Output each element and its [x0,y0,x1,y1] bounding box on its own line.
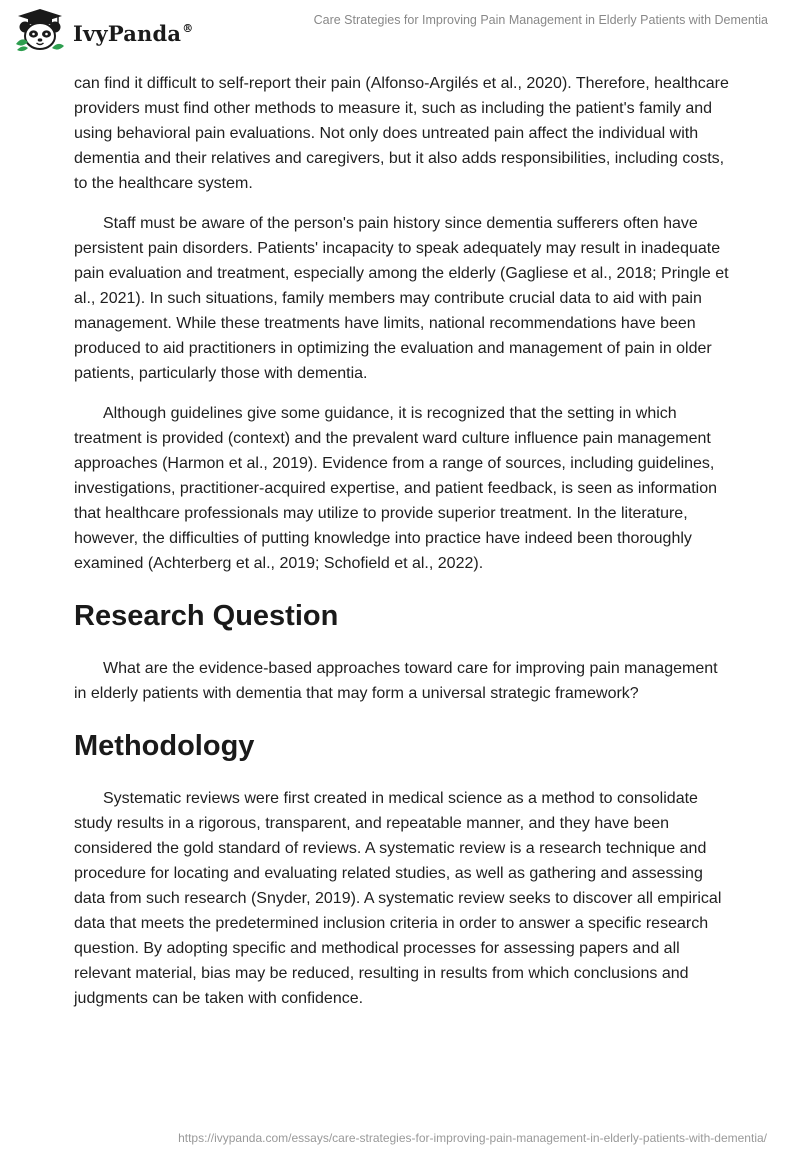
heading-methodology: Methodology [74,730,255,762]
page-header [0,0,800,70]
paragraph-1: can find it difficult to self-report their pain (Alfonso-Argilés et al., 2020). Therefore, healthcare providers must find other methods to measure it, such as including the patient's family and using behavioral pain evaluations. Not only does untreated pain affect the individual with dementia and their relatives and caregivers, but it also adds responsibilities, including costs, to the healthcare system. [74,75,729,192]
paragraph-research-question: What are the evidence-based approaches toward care for improving pain management in elderly patients with dementia that may form a universal strategic framework? [74,660,718,702]
brand-logo[interactable] [14,8,193,52]
paragraph-2: Staff must be aware of the person's pain history since dementia sufferers often have persistent pain disorders. Patients' incapacity to speak adequately may result in inadequate pain evaluation and treatment, especially among the elderly (Gagliese et al., 2018; Pringle et al., 2021). In such situations, family members may contribute crucial data to aid with pain management. While these treatments have limits, national recommendations have been produced to aid practitioners in optimizing the evaluation and management of pain in older patients, particularly those with dementia. [74,215,729,382]
panda-graduation-cap-icon [14,8,66,52]
source-url-link[interactable]: https://ivypanda.com/essays/care-strategies-for-improving-pain-management-in-elderly-patients-with-dementia/ [178,1131,767,1145]
brand-name [73,21,193,46]
document-title: Care Strategies for Improving Pain Management in Elderly Patients with Dementia [313,13,768,27]
registered-mark: ® [182,21,194,35]
paragraph-3: Although guidelines give some guidance, it is recognized that the setting in which treatment is provided (context) and the prevalent ward culture influence pain management approaches (Harmon et al., 2019). Evidence from a range of sources, including guidelines, investigations, practitioner-acquired expertise, and patient feedback, is seen as information that healthcare professionals may utilize to provide superior treatment. In the literature, however, the difficulties of putting knowledge into practice have indeed been thoroughly examined (Achterberg et al., 2019; Schofield et al., 2022). [74,405,718,572]
brand-name-text: IvyPanda [73,20,182,46]
heading-research-question: Research Question [74,600,339,632]
essay-content [74,71,734,1026]
paragraph-methodology: Systematic reviews were first created in medical science as a method to consolidate study results in a rigorous, transparent, and repeatable manner, and they have been considered the gold standard of reviews. A systematic review is a research technique and procedure for locating and evaluating related studies, as well as gathering and assessing data from such research (Snyder, 2019). A systematic review seeks to discover all empirical data that meets the predetermined inclusion criteria in order to answer a specific research question. By adopting specific and methodical processes for assessing papers and all relevant material, bias may be reduced, resulting in results from which conclusions and judgments can be taken with confidence. [74,790,722,1007]
